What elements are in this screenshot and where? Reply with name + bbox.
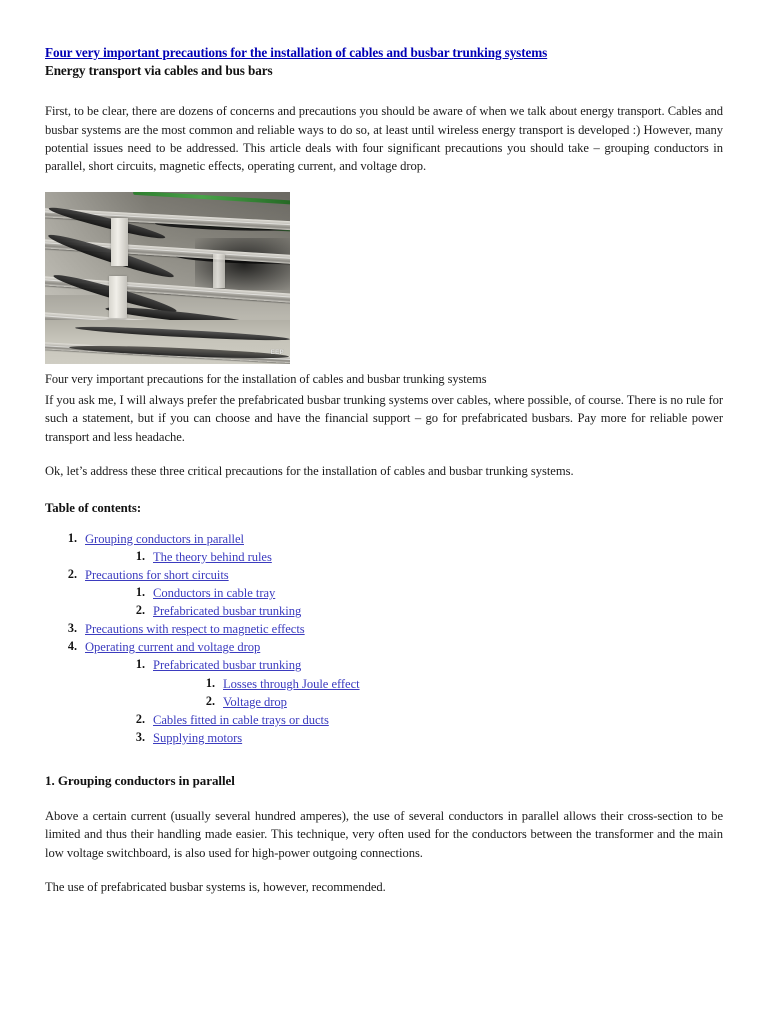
toc-item-number: 1. [135,657,145,672]
toc-item [127,729,723,747]
toc-item-number: 1. [135,584,145,599]
intro-paragraph: First, to be clear, there are dozens of concerns and precautions you should be aware of when we talk about energy transport. Cables and busbar systems are the most common and reliable ways to do so, at least until wireless energy transport is developed :) However, many potential issues need to be addressed. This article deals with four significant precautions you should take – grouping conductors in parallel, short circuits, magnetic effects, operating current, and voltage drop. [45,104,723,174]
toc-sublist [127,548,723,566]
toc-item [59,530,723,566]
toc-item [127,711,723,729]
toc-item [127,548,723,566]
toc-sublist [127,656,723,747]
toc-item-link[interactable]: Operating current and voltage drop [85,640,261,655]
toc-item [59,638,723,747]
toc-item-link[interactable]: Supplying motors [153,730,243,745]
photo-cable-trays [45,192,290,364]
toc-item-link[interactable]: Precautions with respect to magnetic effects [85,622,305,637]
photo-watermark: EEP [270,349,284,356]
photo-vertical-riser [213,254,225,288]
toc-item [59,566,723,620]
table-of-contents [59,530,723,748]
toc-item-number: 2. [135,603,145,618]
section-paragraph-1: Above a certain current (usually several hundred amperes), the use of several conductors in parallel allows their cross-section to be limited and thus their handling made easier. This technique, very often used for the conductors between the transformer and the main low voltage switchboard, is also used for high-power outgoing connections. [45,809,723,860]
toc-item-number: 3. [67,621,77,636]
table-of-contents-heading: Table of contents: [45,500,142,515]
figure-caption: Four very important precautions for the installation of cables and busbar trunking systems [45,371,487,386]
photo-vertical-riser [111,218,128,266]
toc-sublist [127,584,723,620]
toc-item-number: 1. [67,530,77,545]
toc-item-link[interactable]: Prefabricated busbar trunking [153,604,302,619]
toc-item-number: 2. [135,711,145,726]
toc-item [197,675,723,693]
toc-item-number: 4. [67,639,77,654]
toc-item-number: 2. [205,693,215,708]
figure-cable-installation [45,192,723,388]
toc-item-link[interactable]: Cables fitted in cable trays or ducts [153,712,329,727]
section-paragraph-2: The use of prefabricated busbar systems is, however, recommended. [45,880,386,895]
toc-item-link[interactable]: The theory behind rules [153,549,272,564]
toc-item [59,620,723,638]
toc-item-link[interactable]: Conductors in cable tray [153,585,276,600]
toc-item-number: 1. [135,548,145,563]
toc-item-link[interactable]: Voltage drop [223,694,287,709]
toc-sublist [197,675,723,711]
toc-item [127,656,723,710]
toc-item-number: 1. [205,675,215,690]
toc-item-link[interactable]: Precautions for short circuits [85,567,229,582]
document-title-link[interactable]: Four very important precautions for the installation of cables and busbar trunking systems [45,45,548,60]
photo-dark-zone [195,238,290,290]
toc-item-number: 2. [67,566,77,581]
section-heading-grouping-conductors: 1. Grouping conductors in parallel [45,773,235,789]
toc-item-link[interactable]: Prefabricated busbar trunking [153,658,302,673]
toc-item [127,584,723,602]
paragraph-lead-in: Ok, let’s address these three critical precautions for the installation of cables and busbar trunking systems. [45,464,574,479]
toc-item [197,693,723,711]
toc-item [127,602,723,620]
paragraph-after-figure: If you ask me, I will always prefer the prefabricated busbar trunking systems over cables, where possible, of course. There is no rule for such a statement, but if you can choose and have the financial support – go for prefabricated busbars. Pay more for reliable power transport and less headache. [45,393,723,444]
subheading-energy-transport: Energy transport via cables and bus bars [45,63,273,78]
toc-item-number: 3. [135,729,145,744]
toc-item-link[interactable]: Grouping conductors in parallel [85,531,244,546]
photo-vertical-riser [109,276,127,318]
toc-item-link[interactable]: Losses through Joule effect [223,676,360,691]
